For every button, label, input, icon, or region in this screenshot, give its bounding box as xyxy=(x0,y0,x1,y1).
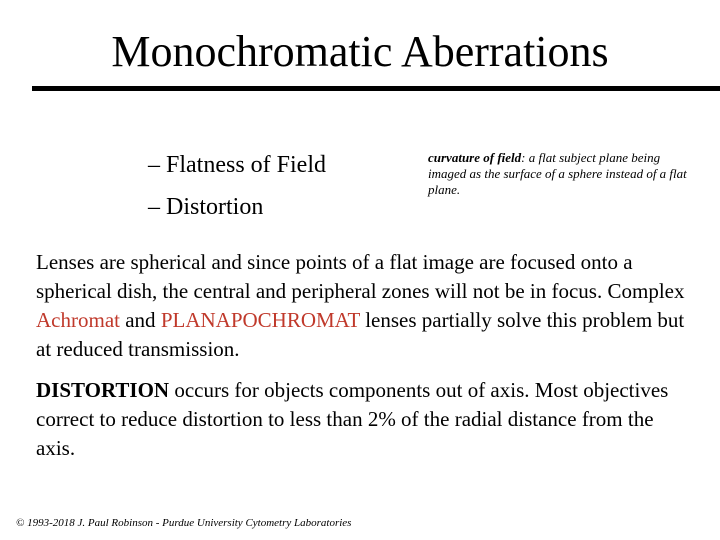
curvature-of-field-note xyxy=(428,150,690,198)
distortion-keyword: DISTORTION xyxy=(36,378,170,402)
note-term: curvature of field xyxy=(428,150,522,165)
copyright-footer: © 1993-2018 J. Paul Robinson - Purdue University Cytometry Laboratories xyxy=(16,517,352,529)
note-separator: : xyxy=(521,150,526,165)
title-divider xyxy=(32,86,720,91)
lenses-text-part3: lenses partially solve this problem but at reduced transmission. xyxy=(36,308,685,361)
distortion-text: occurs for objects components out of axis. Most objectives correct to reduce distortion to less than 2% of the radial distance from the axis. xyxy=(36,378,669,460)
note-definition: a flat subject plane being imaged as the surface of a sphere instead of a flat plane. xyxy=(428,150,687,197)
lenses-text-part1: Lenses are spherical and since points of a flat image are focused onto a spherical dish, the central and peripheral zones will not be in focus. Complex xyxy=(36,250,685,303)
bullet-item-distortion: – Distortion xyxy=(148,194,264,220)
planapochromat-term: PLANAPOCHROMAT xyxy=(160,308,360,332)
lenses-text-part2: and xyxy=(119,308,161,332)
distortion-paragraph xyxy=(36,376,696,463)
lenses-paragraph xyxy=(36,248,696,364)
bullet-item-flatness-of-field: – Flatness of Field xyxy=(148,152,326,178)
achromat-term: Achromat xyxy=(36,308,120,332)
slide-title: Monochromatic Aberrations xyxy=(111,27,609,76)
bullet-list xyxy=(148,144,326,228)
